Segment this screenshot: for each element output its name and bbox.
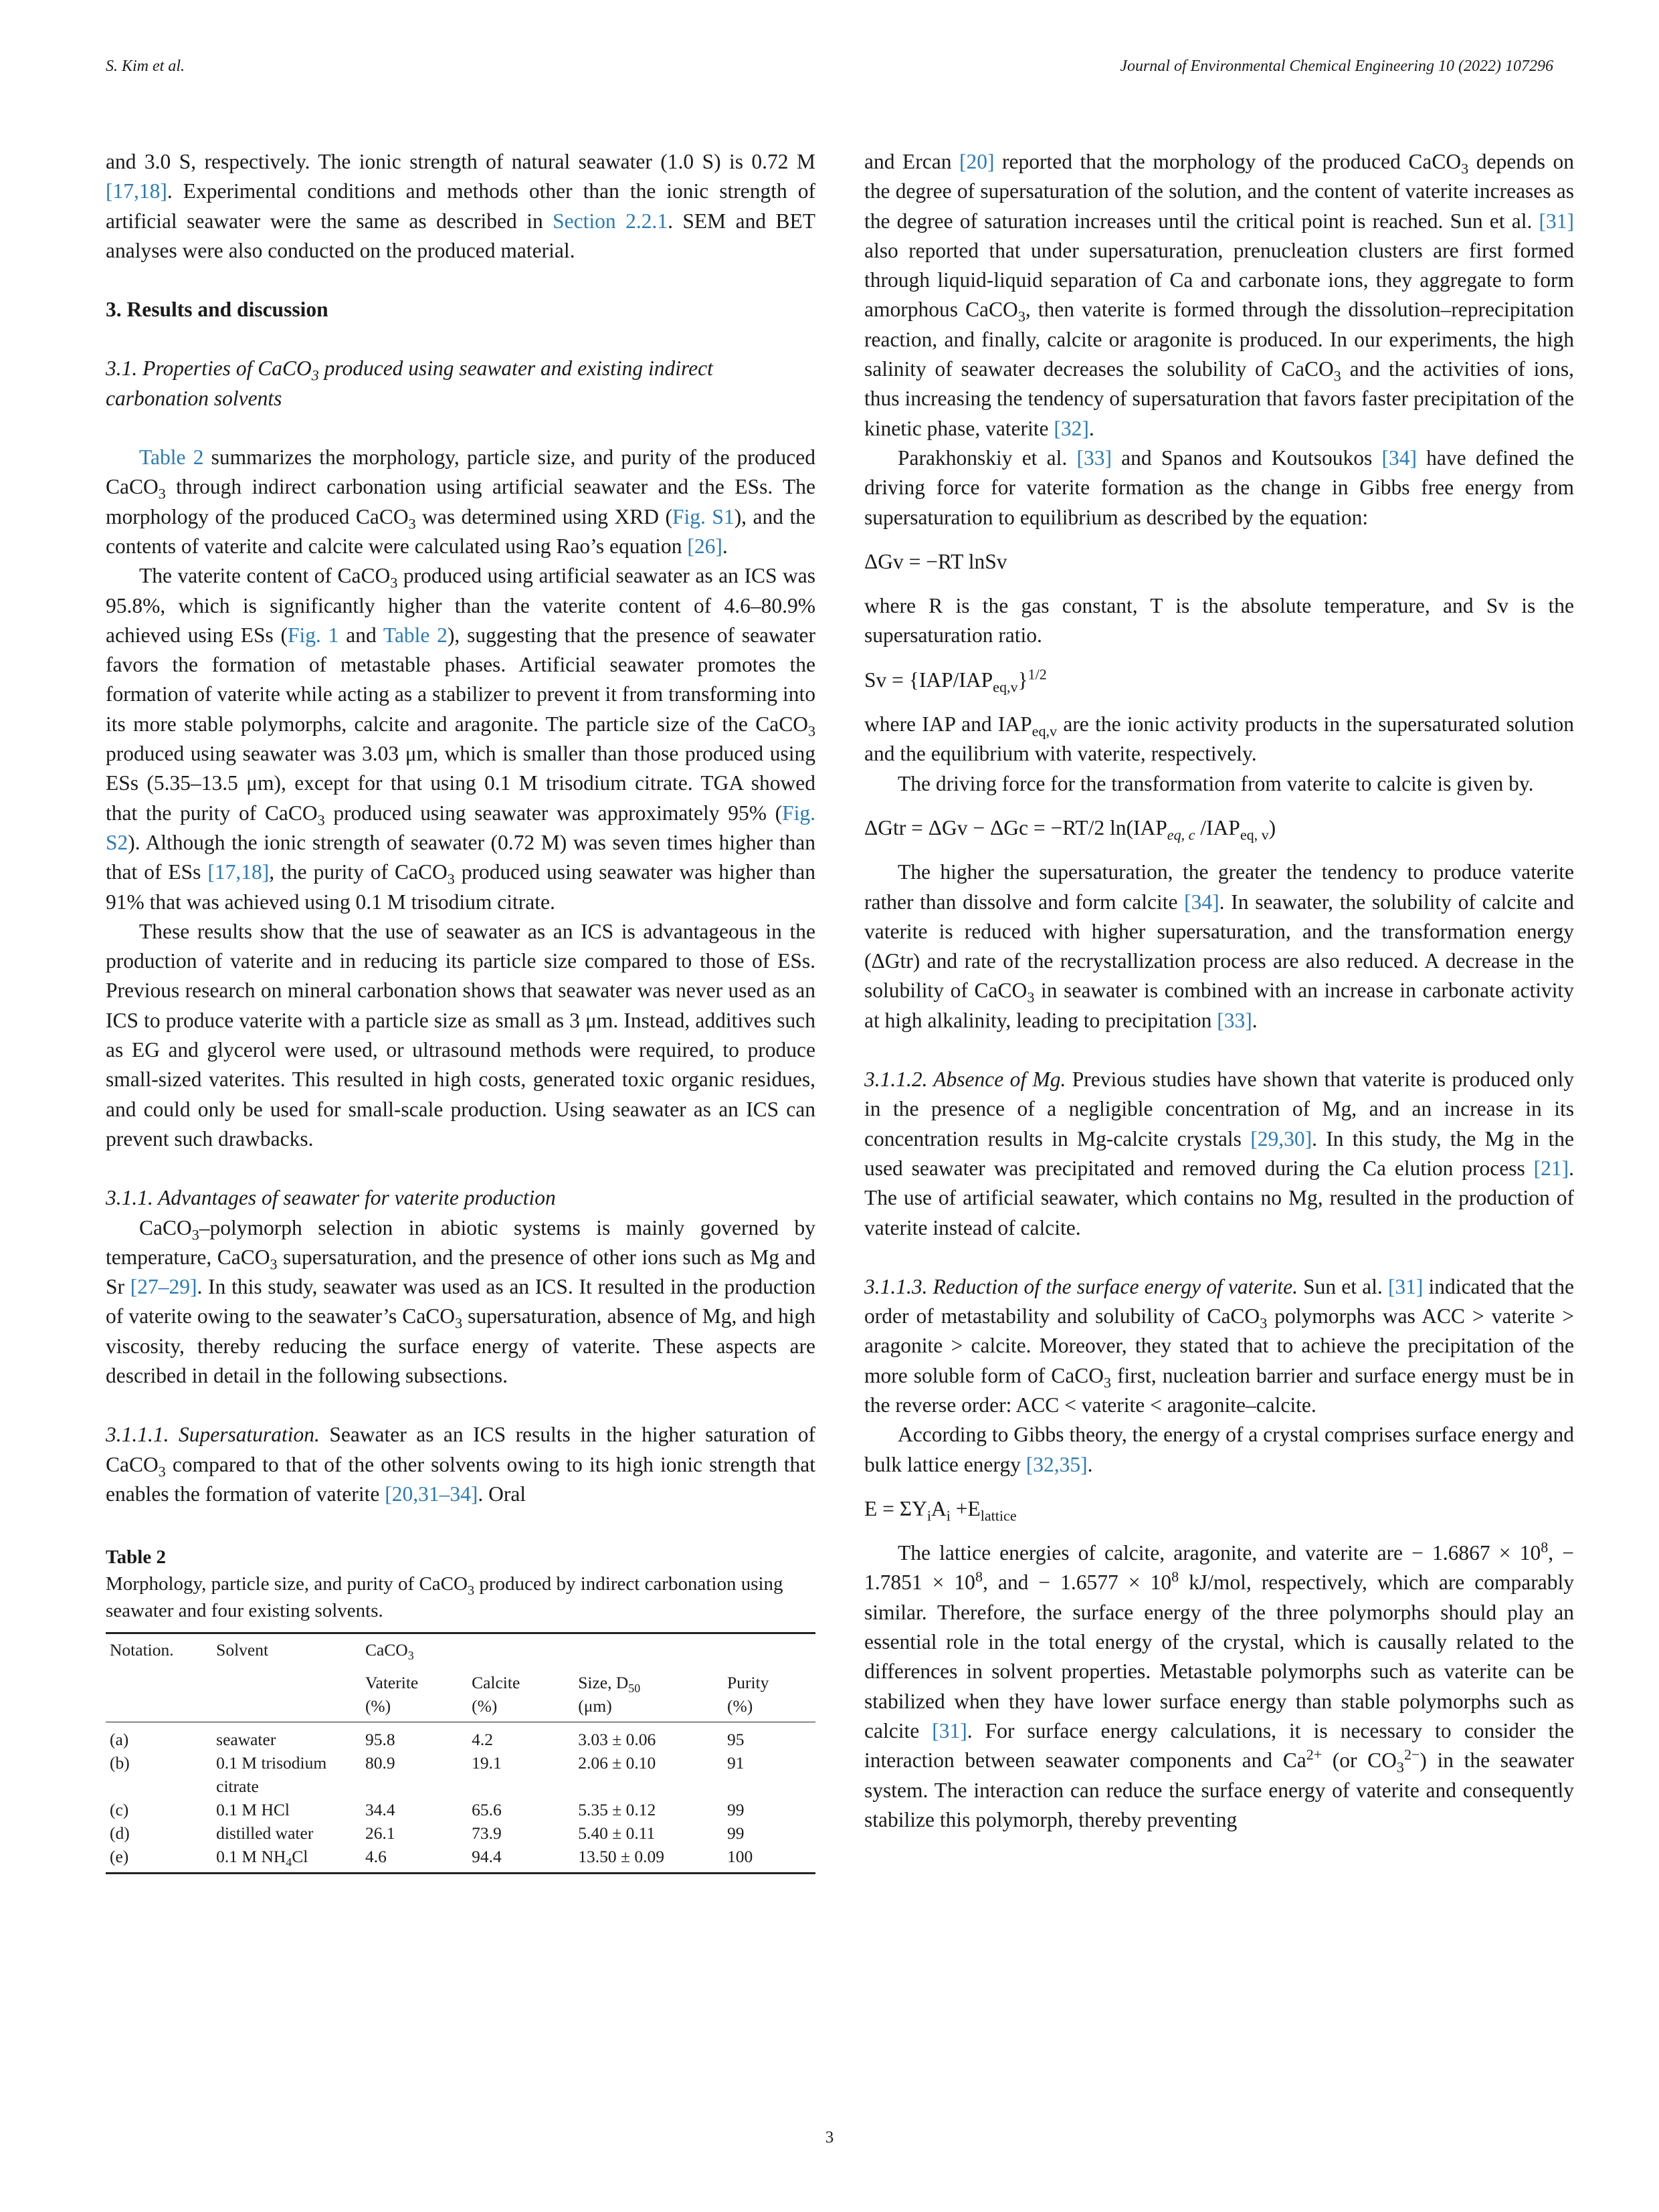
inline-heading: 3.1.1.2. Absence of Mg. [864, 1068, 1066, 1092]
col-header-size: Size, $D_{50}$ (μm) [578, 1673, 641, 1716]
col-header-vaterite: Vaterite (%) [365, 1673, 419, 1716]
figure-link[interactable]: Fig. 1 [288, 623, 339, 647]
paragraph: According to Gibbs theory, the energy of a crystal comprises surface energy and bulk lattice energy [32,35]. [864, 1423, 1574, 1476]
table-row: (b) 0.1 M trisodium citrate 80.9 19.1 2.06 ± 0.10 91 [110, 1753, 745, 1797]
equation-1: ΔGv = −RT lnSv [864, 549, 1007, 573]
page-number: 3 [825, 2128, 834, 2146]
table-row: (a) seawater 95.8 4.2 3.03 ± 0.06 95 [110, 1730, 745, 1750]
subsection-heading: 3.1.1. Advantages of seawater for vaterite production [106, 1186, 556, 1210]
paragraph: These results show that the use of seawater as an ICS is advantageous in the production of vaterite and in reducing its particle size compared to those of ESs. Previous research on mineral carbonation shows that seawater was never used as an ICS to produce vaterite with a particle size as small as 3 μm. Instead, additives such as EG and glycerol were used, or ultrasound methods were required, to produce small-sized vaterites. This resulted in high costs, generated toxic organic residues, and could only be used for small-scale production. Using seawater as an ICS can prevent such drawbacks. [106, 919, 815, 1150]
table-2 [106, 1544, 815, 1874]
paragraph: CaCO$_3$–polymorph selection in abiotic systems is mainly governed by temperature, CaCO$_3$ supersaturation, and the presence of other ions such as Mg and Sr [27–29]. In this study, seawater was used as an ICS. It resulted in the production of vaterite owing to the seawater’s CaCO$_3$ supersaturation, absence of Mg, and high viscosity, thereby reducing the surface energy of vaterite. These aspects are described in detail in the following subsections. [106, 1215, 815, 1387]
table-row: (e) 0.1 M $NH_4Cl$ 4.6 94.4 13.50 ± 0.09 100 [106, 1845, 815, 1874]
col-header-notation: Notation. [110, 1640, 174, 1660]
citation-link[interactable]: [31] [1539, 209, 1574, 233]
paragraph: The higher the supersaturation, the greater the tendency to produce vaterite rather than dissolve and form calcite [34]. In seawater, the solubility of calcite and vaterite is reduced with higher supersaturation, and the transformation energy (ΔGtr) and rate of the recrystallization process are also reduced. A decrease in the solubility of CaCO$_3$ in seawater is combined with an increase in carbonate activity at high alkalinity, leading to precipitation [33]. [864, 860, 1574, 1032]
table-row: (c) 0.1 M HCl 34.4 65.6 5.35 ± 0.12 99 [110, 1800, 745, 1820]
citation-link[interactable]: [31] [932, 1718, 967, 1742]
paragraph: The vaterite content of CaCO$_3$ produced using artificial seawater as an ICS was 95.8%, which is significantly higher than the vaterite content of 4.6–80.9% achieved using ESs (Fig. 1 and Table 2), suggesting that the presence of seawater favors the formation of metastable phases. Artificial seawater promotes the formation of vaterite while acting as a stabilizer to prevent it from transforming into its more stable polymorphs, calcite and aragonite. The particle size of the CaCO$_3$ produced using seawater was 3.03 μm, which is smaller than those produced using ESs (5.35–13.5 μm), except for that using 0.1 M trisodium citrate. TGA showed that the purity of CaCO$_3$ produced using seawater was approximately 95% (Fig. S2). Although the ionic strength of seawater (0.72 M) was seven times higher than that of ESs [17,18], the purity of CaCO$_3$ produced using seawater was higher than 91% that was achieved using 0.1 M trisodium citrate. [106, 564, 816, 914]
section-heading: 3. Results and discussion [106, 298, 328, 322]
citation-link[interactable]: [27–29] [130, 1275, 197, 1299]
subsection-heading: 3.1. Properties of CaCO$_3$ produced using seawater and existing indirect carbonation solvents [106, 357, 713, 410]
paragraph: Parakhonskiy et al. [33] and Spanos and Koutsoukos [34] have defined the driving force for vaterite formation as the change in Gibbs free energy from supersaturation to equilibrium as described by the equation: [864, 445, 1574, 529]
table-link[interactable]: Table 2 [139, 445, 204, 470]
paragraph: 3.1.1.3. Reduction of the surface energy of vaterite. Sun et al. [31] indicated that the order of metastability and solubility of CaCO$_3$ polymorphs was ACC > vaterite > aragonite > calcite. Moreover, they stated that to achieve the precipitation of the more soluble form of CaCO$_3$ first, nucleation barrier and surface energy must be in the reverse order: ACC < vaterite < aragonite–calcite. [864, 1274, 1575, 1417]
citation-link[interactable]: [33] [1076, 445, 1112, 470]
section-link[interactable]: Section 2.2.1 [553, 209, 668, 233]
citation-link[interactable]: [34] [1381, 445, 1417, 470]
paragraph: The driving force for the transformation from vaterite to calcite is given by. [898, 771, 1534, 795]
paragraph: The lattice energies of calcite, aragonite, and vaterite are − $1.6867 \times 10^8$, − $1.7851 \times 10^8$, and − $1.6577 \times 10^8$ kJ/mol, respectively, which are comparably similar. Therefore, the surface energy of the three polymorphs should play an essential role in the total energy of the crystal, which is causally related to the differences in solvent properties. Metastable polymorphs such as vaterite can be stabilized when they have lower surface energy than stable polymorphs such as calcite [31]. For surface energy calculations, it is necessary to consider the interaction between seawater components and $Ca^{2+}$ (or $CO_3^{2-}$) in the seawater system. The interaction can reduce the surface energy of vaterite and consequently stabilize this polymorph, thereby preventing [864, 1538, 1575, 1831]
left-column [106, 147, 815, 1874]
equation-2: $Sv = \{IAP/IAP_{eq,v}\}^{1/2}$ [864, 666, 1047, 696]
col-header-calcite: Calcite (%) [472, 1673, 520, 1716]
data-table [106, 1632, 815, 1874]
paragraph: where R is the gas constant, T is the absolute temperature, and Sv is the supersaturation ratio. [864, 594, 1574, 647]
citation-link[interactable]: [20,31–34] [385, 1482, 478, 1506]
citation-link[interactable]: [29,30] [1250, 1126, 1312, 1150]
right-column [864, 147, 1574, 1835]
paragraph: Table 2 summarizes the morphology, particle size, and purity of the produced CaCO$_3$ through indirect carbonation using artificial seawater and the ESs. The morphology of the produced CaCO$_3$ was determined using XRD (Fig. S1), and the contents of vaterite and calcite were calculated using Rao’s equation [26]. [106, 445, 815, 558]
col-header-solvent: Solvent [216, 1640, 269, 1660]
col-header-caco3: CaCO$_3$ [365, 1640, 414, 1663]
inline-heading: 3.1.1.3. Reduction of the surface energy of vaterite. [864, 1274, 1298, 1298]
table-title: Table 2 [106, 1546, 166, 1569]
equation-4: $E = \Sigma\Upsilon_iA_i +E_{lattice}$ [864, 1496, 1017, 1524]
equation-3: ΔGtr = ΔGv − ΔGc = −RT/2 $\ln(IAP_{eq, c}$ $/IAP_{eq, v}$) [864, 815, 1276, 843]
citation-link[interactable]: [32,35] [1026, 1452, 1088, 1476]
citation-link[interactable]: [32] [1054, 416, 1089, 440]
citation-link[interactable]: [17,18] [207, 860, 270, 884]
figure-link[interactable]: Fig. S2 [106, 801, 816, 854]
citation-link[interactable]: [17,18] [106, 179, 167, 203]
running-header-authors: S. Kim et al. [106, 58, 185, 75]
citation-link[interactable]: [34] [1184, 890, 1219, 914]
table-caption: Morphology, particle size, and purity of CaCO$_3$ produced by indirect carbonation using seawater and four existing solvents. [106, 1573, 783, 1622]
citation-link[interactable]: [26] [687, 534, 722, 558]
paragraph: 3.1.1.2. Absence of Mg. Previous studies have shown that vaterite is produced only in the presence of a negligible concentration of Mg, and an increase in its concentration results in Mg-calcite crystals [29,30]. In this study, the Mg in the used seawater was precipitated and removed during the Ca elution process [21]. The use of artificial seawater, which contains no Mg, resulted in the production of vaterite instead of calcite. [864, 1068, 1574, 1239]
citation-link[interactable]: [21] [1533, 1156, 1569, 1180]
running-header-journal: Journal of Environmental Chemical Engineering 10 (2022) 107296 [1120, 58, 1553, 75]
paragraph: 3.1.1.1. Supersaturation. Seawater as an ICS results in the higher saturation of CaCO$_3$ compared to that of the other solvents owing to its high ionic strength that enables the formation of vaterite [20,31–34]. Oral [106, 1423, 816, 1506]
paragraph: where IAP and $IAP_{eq,v}$ are the ionic activity products in the supersaturated solution and the equilibrium with vaterite, respectively. [864, 712, 1574, 766]
citation-link[interactable]: [33] [1217, 1008, 1252, 1032]
citation-link[interactable]: [31] [1387, 1274, 1424, 1298]
inline-heading: 3.1.1.1. Supersaturation. [106, 1423, 320, 1447]
citation-link[interactable]: [20] [959, 150, 995, 173]
paragraph: and 3.0 S, respectively. The ionic strength of natural seawater (1.0 S) is 0.72 M [17,18]. Experimental conditions and methods other than the ionic strength of artificial seawater were the same as described in Section 2.2.1. SEM and BET analyses were also conducted on the produced material. [106, 150, 815, 262]
col-header-purity: Purity (%) [727, 1673, 769, 1716]
table-link[interactable]: Table 2 [383, 623, 448, 647]
paragraph: and Ercan [20] reported that the morphology of the produced CaCO$_3$ depends on the degree of supersaturation of the solution, and the content of vaterite increases as the degree of saturation increases until the critical point is reached. Sun et al. [31] also reported that under supersaturation, prenucleation clusters are first formed through liquid-liquid separation of Ca and carbonate ions, they aggregate to form amorphous CaCO$_3$, then vaterite is formed through the dissolution–reprecipitation reaction, and finally, calcite or aragonite is produced. In our experiments, the high salinity of seawater decreases the solubility of CaCO$_3$ and the activities of ions, thus increasing the tendency of supersaturation that favors faster precipitation of the kinetic phase, vaterite [32]. [864, 150, 1575, 440]
figure-link[interactable]: Fig. S1 [672, 504, 735, 528]
table-row: (d) distilled water 26.1 73.9 5.40 ± 0.11 99 [110, 1823, 745, 1843]
